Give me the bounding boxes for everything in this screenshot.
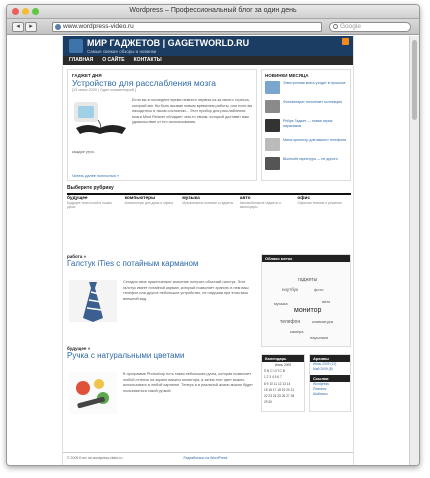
category-item[interactable]	[240, 196, 294, 209]
blogroll-link[interactable]: Шаблоны	[313, 392, 328, 396]
calendar-row[interactable]: 15 16 17 18 19 20 21	[264, 387, 295, 392]
nav-contacts[interactable]: КОНТАКТЫ	[133, 57, 162, 63]
calendar-widget	[261, 354, 305, 412]
scrollbar-thumb[interactable]	[412, 40, 417, 120]
calendar-row[interactable]: 8 9 10 11 12 13 14	[264, 381, 291, 386]
thumbnail	[265, 138, 280, 151]
calendar-row[interactable]: 22 23 24 25 26 27 28	[264, 394, 295, 399]
sidebar-title: НОВИНКИ МЕСЯЦА	[265, 73, 309, 78]
list-item[interactable]	[265, 81, 347, 94]
blogroll-link[interactable]: Wordpress	[313, 382, 329, 386]
category-desc: Автомобильные гаджеты и аксессуары	[239, 201, 281, 209]
category-name[interactable]: офис	[297, 196, 311, 201]
featured-meta: [13 июня 2009 | Один комментарий ]	[72, 88, 136, 92]
category-name[interactable]: будущее	[67, 196, 88, 201]
tag-cloud	[261, 254, 351, 347]
url-text: www.wordpress-video.ru	[63, 23, 134, 30]
search-placeholder: Google	[340, 23, 361, 30]
thumbnail	[265, 81, 280, 94]
page-viewport	[7, 36, 419, 466]
featured-post	[67, 69, 257, 181]
tag[interactable]: авто	[322, 299, 331, 304]
post-title[interactable]: Ручка с натуральными цветами	[67, 351, 185, 360]
tag[interactable]: телефон	[280, 319, 301, 325]
search-input[interactable]	[329, 22, 411, 32]
calendar-month: Июнь 2009	[274, 363, 292, 367]
category-desc: Будущее технологий в наших руках	[67, 201, 112, 209]
site-footer	[63, 452, 353, 464]
window-title: Wordpress – Профессиональный блог за один день	[129, 7, 297, 14]
tag[interactable]: камера	[290, 329, 304, 334]
thumbnail	[265, 119, 280, 132]
read-more-link[interactable]: Читать далее полностью »	[72, 174, 120, 178]
list-item[interactable]	[265, 138, 347, 151]
list-item-title[interactable]: Мини-проектор для вашего телефона	[283, 138, 346, 142]
main-nav	[63, 56, 353, 65]
post-excerpt: В программе Photoshop есть такая небольшая ручка, которая позволяет любой оттенок на экране вашего монитора, а затем этот цвет можно использовать в любой картинке. Теперь и в реальной жизни можно будет пользоваться такой ручкой.	[123, 372, 253, 393]
category-item[interactable]	[125, 196, 179, 209]
blogroll-link[interactable]: Плагины	[313, 387, 327, 391]
archives-title: Архивы	[310, 355, 350, 362]
featured-title[interactable]: Устройство для расслабления мозга	[72, 78, 216, 88]
tag[interactable]: музыка	[274, 301, 288, 306]
post-category[interactable]: будущее »	[67, 346, 91, 351]
category-name[interactable]: авто	[239, 196, 251, 201]
tag[interactable]: наушники	[310, 335, 329, 340]
archive-link[interactable]: Июнь 2009 (12)	[313, 362, 337, 366]
site-logo[interactable]	[69, 39, 83, 53]
nav-home[interactable]: ГЛАВНАЯ	[69, 57, 94, 63]
thumbnail	[265, 100, 280, 113]
site-header	[63, 36, 353, 56]
tag[interactable]: фото	[314, 287, 324, 292]
list-item-title[interactable]: Bluetooth гарнитура — не дорого	[283, 157, 338, 161]
title-bar	[7, 5, 419, 19]
mind-relaxer-image	[72, 100, 130, 140]
list-item[interactable]	[265, 100, 347, 113]
browser-toolbar	[7, 19, 419, 35]
category-picker	[67, 185, 351, 209]
archive-link[interactable]: Май 2009 (8)	[313, 367, 333, 371]
blog-page	[62, 36, 354, 466]
rss-icon[interactable]	[342, 38, 349, 45]
post-excerpt: Сегодня свое практическое значение получил обычный галстук. Этот галстук имеет потайной карман, который позволяет хранить в нем ваш телефон или другое небольшое устройство, не нарушая при этом ваш внешний вид.	[123, 280, 249, 301]
tie-image	[69, 280, 117, 322]
calendar-row[interactable]: 1 2 3 4 5 6 7	[264, 375, 282, 380]
tag[interactable]: монитор	[294, 307, 322, 314]
arrow-right-icon[interactable]: ▸	[25, 22, 37, 32]
category-list	[67, 193, 351, 209]
category-name[interactable]: компьютеры	[124, 196, 156, 201]
tag[interactable]: клавиатура	[312, 319, 334, 324]
category-name[interactable]: музыка	[182, 196, 200, 201]
site-brand[interactable]: МИР ГАДЖЕТОВ | GAGETWORLD.RU	[87, 38, 250, 48]
nav-about[interactable]: О САЙТЕ	[102, 57, 125, 63]
post-title[interactable]: Галстук iTies с потайным карманом	[67, 259, 199, 268]
featured-label: ГАДЖЕТ ДНЯ	[72, 73, 102, 78]
calendar-title: Календарь	[262, 355, 304, 362]
category-desc: Музыкальные новинки и гаджеты	[182, 201, 234, 205]
new-this-month	[261, 69, 351, 181]
footer-link[interactable]: Разработано на WordPress	[183, 456, 228, 460]
category-item[interactable]	[182, 196, 236, 209]
tag-cloud-title: Облако меток	[262, 255, 350, 262]
category-picker-title: Выберите рубрику	[67, 185, 114, 191]
browser-window	[6, 4, 420, 466]
pen-image	[69, 372, 117, 414]
links-title: Ссылки	[310, 375, 350, 382]
post-item	[67, 254, 257, 301]
vertical-scrollbar[interactable]	[409, 36, 419, 466]
list-item-title[interactable]: Philips Гаджет — новая серия наушников	[283, 119, 333, 128]
site-tagline: Самые свежие обзоры и новинки	[87, 49, 157, 54]
post-category[interactable]: работа »	[67, 254, 87, 259]
tag[interactable]: ноутбук	[282, 287, 298, 292]
arrow-left-icon[interactable]: ◂	[12, 22, 24, 32]
list-item[interactable]	[265, 119, 347, 132]
category-item[interactable]	[297, 196, 351, 209]
address-bar[interactable]	[52, 22, 322, 32]
tag[interactable]: гаджеты	[298, 277, 318, 283]
list-item-title[interactable]: Фотоаппарат пополняет коллекцию	[283, 100, 343, 104]
category-desc: Офисная техника и решения	[297, 201, 342, 205]
list-item-title[interactable]: Электронная книга уходит в прошлое	[283, 81, 346, 85]
list-item[interactable]	[265, 157, 347, 170]
calendar-row[interactable]: 29 30	[264, 400, 272, 405]
archives-widget	[309, 354, 351, 412]
thumbnail	[265, 157, 280, 170]
footer-copyright: © 2009 Блог на wordpress-video.ru	[67, 456, 123, 460]
featured-tail: каждое утро.	[72, 150, 95, 154]
search-icon	[333, 24, 338, 29]
featured-body: Если вы в последнее время немного нервны из-за своего стресса, который мог бы быть вызван новым временем работы, или если вы находитесь в таком состоянии... Этот прибор для расслабления мозга Mind Relaxer обладает чем-то своим, который доставит вам удовольствие от его использования.	[132, 98, 253, 124]
favicon-icon	[55, 24, 61, 30]
category-item[interactable]	[67, 196, 121, 209]
category-desc: Компьютеры для дома и офиса	[124, 201, 173, 205]
calendar-row: П В С Ч П С В	[264, 369, 285, 374]
post-item	[67, 346, 257, 393]
